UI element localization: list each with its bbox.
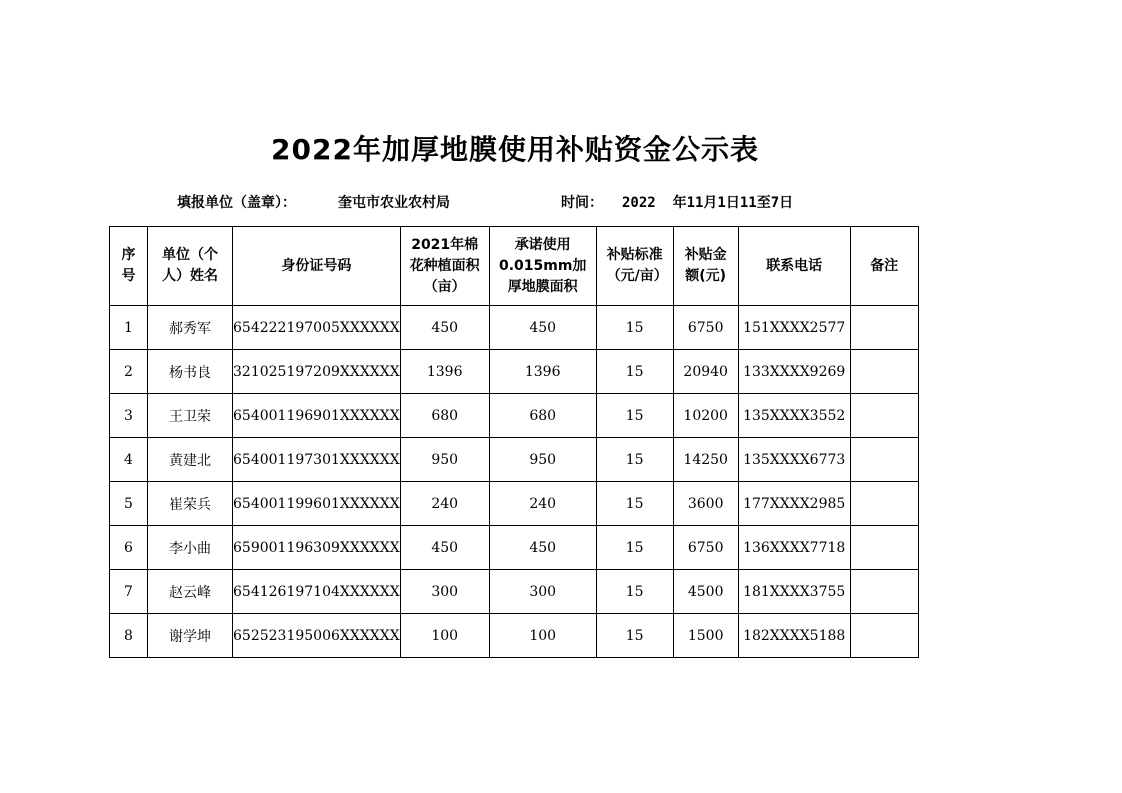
cell-subsidy-amount: 6750 (673, 526, 738, 570)
cell-seq: 3 (110, 394, 148, 438)
cell-film-area: 950 (489, 438, 596, 482)
table-row (110, 306, 919, 350)
cell-id-number: 652523195006XXXXXX (233, 614, 401, 658)
cell-subsidy-amount: 6750 (673, 306, 738, 350)
cell-remarks (850, 482, 918, 526)
cell-subsidy-standard: 15 (596, 482, 673, 526)
cell-seq: 8 (110, 614, 148, 658)
cell-cotton-area: 950 (400, 438, 489, 482)
cell-subsidy-standard: 15 (596, 614, 673, 658)
reporting-unit-label: 填报单位（盖章）： (177, 195, 296, 211)
cell-cotton-area: 450 (400, 526, 489, 570)
header-name: 单位（个人）姓名 (148, 227, 233, 306)
header-subsidy-amount: 补贴金额(元) (673, 227, 738, 306)
cell-seq: 4 (110, 438, 148, 482)
table-row (110, 350, 919, 394)
cell-subsidy-amount: 4500 (673, 570, 738, 614)
cell-seq: 5 (110, 482, 148, 526)
cell-subsidy-standard: 15 (596, 526, 673, 570)
cell-cotton-area: 240 (400, 482, 489, 526)
header-cotton-area: 2021年棉花种植面积（亩） (400, 227, 489, 306)
header-id-number: 身份证号码 (233, 227, 401, 306)
cell-subsidy-amount: 1500 (673, 614, 738, 658)
cell-subsidy-amount: 3600 (673, 482, 738, 526)
cell-film-area: 450 (489, 306, 596, 350)
cell-remarks (850, 570, 918, 614)
table-header-row (110, 227, 919, 306)
cell-remarks (850, 526, 918, 570)
cell-subsidy-amount: 10200 (673, 394, 738, 438)
page-title: 2022年加厚地膜使用补贴资金公示表 (271, 133, 759, 166)
cell-seq: 1 (110, 306, 148, 350)
cell-name: 李小曲 (148, 526, 233, 570)
cell-seq: 6 (110, 526, 148, 570)
cell-seq: 7 (110, 570, 148, 614)
cell-cotton-area: 680 (400, 394, 489, 438)
time-value: 2022 年11月1日11至7日 (622, 195, 794, 211)
cell-phone: 182XXXX5188 (738, 614, 850, 658)
cell-film-area: 450 (489, 526, 596, 570)
header-remarks: 备注 (850, 227, 918, 306)
table-row (110, 526, 919, 570)
header-film-area: 承诺使用0.015mm加厚地膜面积 (489, 227, 596, 306)
subsidy-table (109, 226, 919, 658)
cell-subsidy-amount: 14250 (673, 438, 738, 482)
cell-remarks (850, 614, 918, 658)
cell-name: 王卫荣 (148, 394, 233, 438)
cell-cotton-area: 100 (400, 614, 489, 658)
cell-id-number: 654001197301XXXXXX (233, 438, 401, 482)
cell-id-number: 654222197005XXXXXX (233, 306, 401, 350)
cell-phone: 133XXXX9269 (738, 350, 850, 394)
cell-cotton-area: 1396 (400, 350, 489, 394)
table-row (110, 438, 919, 482)
cell-name: 黄建北 (148, 438, 233, 482)
cell-subsidy-standard: 15 (596, 394, 673, 438)
cell-cotton-area: 450 (400, 306, 489, 350)
cell-subsidy-standard: 15 (596, 350, 673, 394)
reporting-unit-value: 奎屯市农业农村局 (338, 195, 450, 211)
cell-name: 郝秀军 (148, 306, 233, 350)
cell-id-number: 654001199601XXXXXX (233, 482, 401, 526)
cell-film-area: 240 (489, 482, 596, 526)
cell-phone: 181XXXX3755 (738, 570, 850, 614)
cell-phone: 151XXXX2577 (738, 306, 850, 350)
header-subsidy-standard: 补贴标准（元/亩） (596, 227, 673, 306)
cell-subsidy-standard: 15 (596, 570, 673, 614)
cell-cotton-area: 300 (400, 570, 489, 614)
cell-phone: 136XXXX7718 (738, 526, 850, 570)
cell-id-number: 654126197104XXXXXX (233, 570, 401, 614)
cell-phone: 177XXXX2985 (738, 482, 850, 526)
cell-phone: 135XXXX3552 (738, 394, 850, 438)
cell-remarks (850, 350, 918, 394)
cell-subsidy-amount: 20940 (673, 350, 738, 394)
cell-remarks (850, 438, 918, 482)
cell-name: 谢学坤 (148, 614, 233, 658)
cell-name: 崔荣兵 (148, 482, 233, 526)
cell-id-number: 654001196901XXXXXX (233, 394, 401, 438)
table-row (110, 394, 919, 438)
cell-phone: 135XXXX6773 (738, 438, 850, 482)
cell-subsidy-standard: 15 (596, 306, 673, 350)
header-seq: 序号 (110, 227, 148, 306)
cell-subsidy-standard: 15 (596, 438, 673, 482)
cell-film-area: 680 (489, 394, 596, 438)
table-row (110, 614, 919, 658)
cell-film-area: 300 (489, 570, 596, 614)
cell-name: 杨书良 (148, 350, 233, 394)
cell-remarks (850, 306, 918, 350)
cell-id-number: 321025197209XXXXXX (233, 350, 401, 394)
header-phone: 联系电话 (738, 227, 850, 306)
cell-film-area: 100 (489, 614, 596, 658)
cell-remarks (850, 394, 918, 438)
cell-film-area: 1396 (489, 350, 596, 394)
table-row (110, 482, 919, 526)
table-row (110, 570, 919, 614)
cell-seq: 2 (110, 350, 148, 394)
cell-name: 赵云峰 (148, 570, 233, 614)
cell-id-number: 659001196309XXXXXX (233, 526, 401, 570)
time-label: 时间： (561, 195, 603, 211)
